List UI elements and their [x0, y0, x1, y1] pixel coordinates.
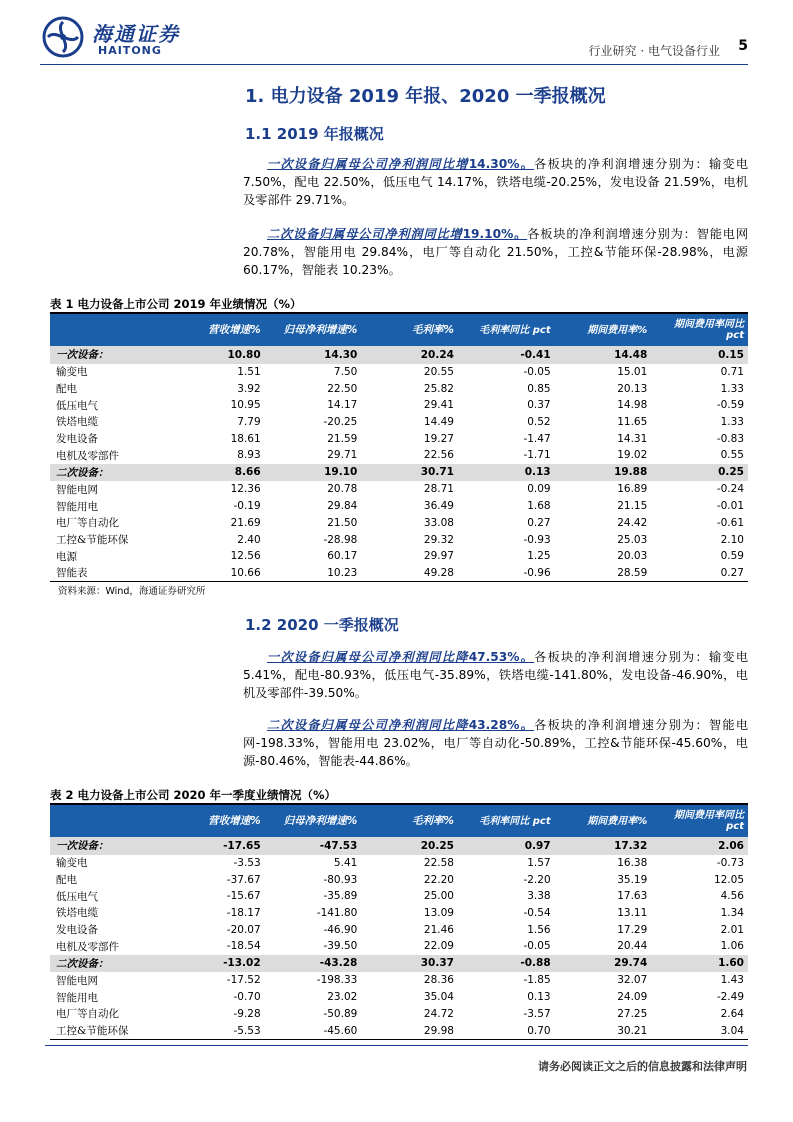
- table-cell: -0.05: [523, 940, 551, 953]
- column-header: 毛利率同比 pct: [458, 805, 555, 837]
- table-row: [50, 855, 748, 872]
- table-cell: 5.41: [333, 856, 358, 869]
- table-cell: 29.41: [423, 399, 454, 412]
- table-cell: -20.25: [323, 415, 358, 428]
- table-row: [50, 989, 748, 1006]
- table-cell: 35.19: [617, 873, 648, 886]
- table-cell: 1.51: [237, 365, 261, 378]
- table-cell: 23.02: [327, 991, 358, 1004]
- table-header-row: [50, 805, 748, 837]
- table-cell: 14.49: [423, 415, 454, 428]
- table-cell: 22.50: [327, 382, 358, 395]
- table-cell: 14.48: [555, 346, 652, 364]
- table-cell: 4.56: [720, 890, 744, 903]
- row-label: 智能表: [56, 567, 88, 580]
- table-cell: 8.66: [168, 464, 265, 482]
- table-cell: 20.13: [617, 382, 648, 395]
- table-cell: 2.06: [651, 837, 748, 855]
- table-header-row: [50, 314, 748, 346]
- table-row: [50, 430, 748, 447]
- table-row: [50, 397, 748, 414]
- table-cell: 33.08: [423, 516, 454, 529]
- table-cell: 18.61: [230, 432, 261, 445]
- table-cell: -0.54: [523, 906, 551, 919]
- footer-disclaimer: 请务必阅读正文之后的信息披露和法律声明: [538, 1060, 747, 1073]
- table-cell: 0.09: [527, 483, 551, 496]
- table-cell: 24.42: [617, 516, 648, 529]
- table-cell: 20.55: [423, 365, 454, 378]
- row-label: 电机及零部件: [56, 940, 119, 953]
- table-cell: -2.20: [523, 873, 551, 886]
- table-cell: 1.68: [527, 500, 551, 513]
- table-cell: 7.50: [333, 365, 358, 378]
- table-cell: 3.38: [527, 890, 551, 903]
- header-cell-blank: [50, 805, 168, 837]
- table-row: [50, 515, 748, 532]
- table-cell: 17.29: [617, 923, 648, 936]
- table-cell: -3.57: [523, 1007, 551, 1020]
- table-cell: 0.13: [458, 464, 555, 482]
- table-cell: 21.50: [327, 516, 358, 529]
- table-cell: -0.70: [233, 991, 261, 1004]
- row-label: 智能用电: [56, 991, 98, 1004]
- row-label: 一次设备：: [50, 837, 168, 855]
- table-row: [50, 531, 748, 548]
- footer-divider: [45, 1045, 748, 1046]
- table-row: [50, 1022, 748, 1039]
- table-cell: 21.15: [617, 500, 648, 513]
- table-cell: 8.93: [237, 449, 261, 462]
- row-label: 电厂等自动化: [56, 517, 119, 530]
- table-cell: 1.06: [720, 940, 744, 953]
- table-cell: 14.98: [617, 399, 648, 412]
- table-cell: 0.15: [651, 346, 748, 364]
- table-cell: 11.65: [617, 415, 648, 428]
- table-row: [50, 837, 748, 855]
- paragraph-body: 各板块的净利润增速分别为：智能电网 20.78%，智能用电 29.84%，电厂等自动化 21.50%，工控&节能环保-28.98%，电源 60.17%，智能表 10.23%。: [243, 227, 749, 277]
- subsection-1-1-title: 1.1 2019 年报概况: [245, 125, 384, 143]
- table-cell: -17.52: [226, 974, 261, 987]
- table-cell: 20.03: [617, 550, 648, 563]
- table-cell: -9.28: [233, 1007, 261, 1020]
- table-cell: 12.05: [713, 873, 744, 886]
- table-cell: 20.78: [327, 483, 358, 496]
- table-cell: 3.04: [720, 1024, 744, 1037]
- table-cell: -0.96: [523, 566, 551, 579]
- table-cell: 30.71: [361, 464, 458, 482]
- table-1-source: 资料来源：Wind，海通证券研究所: [58, 586, 206, 597]
- logo-en-text: HAITONG: [98, 44, 162, 57]
- table-cell: -0.19: [233, 500, 261, 513]
- table-cell: 1.60: [651, 955, 748, 973]
- table-cell: 25.03: [617, 533, 648, 546]
- haitong-logo-icon: [42, 16, 84, 58]
- table-cell: 60.17: [327, 550, 358, 563]
- lead-text: 一次设备归属母公司净利润同比增: [267, 157, 469, 171]
- table-cell: -18.54: [226, 940, 261, 953]
- table-cell: 0.70: [527, 1024, 551, 1037]
- table-cell: 1.33: [720, 415, 744, 428]
- row-label: 低压电气: [56, 399, 98, 412]
- table-cell: -0.88: [458, 955, 555, 973]
- paragraph-2020q1-primary: [243, 648, 748, 702]
- column-header: 归母净利增速%: [265, 805, 362, 837]
- table-cell: -37.67: [226, 873, 261, 886]
- table-cell: 22.09: [423, 940, 454, 953]
- table-cell: 20.24: [361, 346, 458, 364]
- table-row: [50, 921, 748, 938]
- row-label: 二次设备：: [50, 464, 168, 482]
- table-cell: -45.60: [323, 1024, 358, 1037]
- table-cell: 3.92: [237, 382, 261, 395]
- table-cell: 36.49: [423, 500, 454, 513]
- table-1: [50, 312, 748, 582]
- table-cell: 21.46: [423, 923, 454, 936]
- row-label: 输变电: [56, 366, 88, 379]
- table-cell: -3.53: [233, 856, 261, 869]
- table-cell: 13.11: [617, 906, 648, 919]
- table-row: [50, 364, 748, 381]
- row-label: 智能用电: [56, 500, 98, 513]
- table-row: [50, 938, 748, 955]
- table-cell: 29.71: [327, 449, 358, 462]
- table-cell: 29.74: [555, 955, 652, 973]
- table-cell: 24.72: [423, 1007, 454, 1020]
- table-cell: 30.37: [361, 955, 458, 973]
- table-cell: 49.28: [423, 566, 454, 579]
- table-cell: 12.36: [230, 483, 261, 496]
- column-header: 期间费用率同比 pct: [651, 314, 748, 346]
- header-cell-blank: [50, 314, 168, 346]
- table-cell: 29.98: [423, 1024, 454, 1037]
- table-cell: 1.56: [527, 923, 551, 936]
- table-cell: 16.89: [617, 483, 648, 496]
- table-cell: 12.56: [230, 550, 261, 563]
- table-cell: -141.80: [316, 906, 358, 919]
- lead-value: 14.30%。: [468, 157, 535, 171]
- row-label: 智能电网: [56, 483, 98, 496]
- row-label: 电机及零部件: [56, 449, 119, 462]
- table-cell: -18.17: [226, 906, 261, 919]
- table-row: [50, 464, 748, 482]
- table-2: [50, 803, 748, 1040]
- table-cell: 14.31: [617, 432, 648, 445]
- table-cell: 2.10: [720, 533, 744, 546]
- table-cell: 0.85: [527, 382, 551, 395]
- page-header: [40, 14, 748, 66]
- table-cell: 19.10: [265, 464, 362, 482]
- row-label: 铁塔电缆: [56, 416, 98, 429]
- table-cell: 20.25: [361, 837, 458, 855]
- row-label: 输变电: [56, 857, 88, 870]
- table-row: [50, 565, 748, 582]
- table-cell: 29.84: [327, 500, 358, 513]
- table-cell: -0.73: [716, 856, 744, 869]
- table-cell: 1.25: [527, 550, 551, 563]
- table-cell: 28.71: [423, 483, 454, 496]
- table-cell: 19.02: [617, 449, 648, 462]
- table-cell: 1.57: [527, 856, 551, 869]
- table-2-title: 表 2 电力设备上市公司 2020 年一季度业绩情况（%）: [50, 788, 337, 802]
- table-cell: -2.49: [716, 991, 744, 1004]
- logo-cn-text: 海通证券: [92, 22, 180, 46]
- column-header: 期间费用率%: [555, 805, 652, 837]
- table-row: [50, 905, 748, 922]
- table-row: [50, 888, 748, 905]
- table-cell: 2.01: [720, 923, 744, 936]
- table-cell: -80.93: [323, 873, 358, 886]
- lead-value: 47.53%。: [468, 650, 535, 664]
- row-label: 低压电气: [56, 890, 98, 903]
- section-heading: 1. 电力设备 2019 年报、2020 一季报概况: [245, 86, 606, 107]
- table-cell: 29.32: [423, 533, 454, 546]
- table-cell: -198.33: [316, 974, 358, 987]
- table-cell: -0.93: [523, 533, 551, 546]
- table-row: [50, 481, 748, 498]
- paragraph-2020q1-secondary: [243, 716, 748, 770]
- row-label: 电源: [56, 550, 77, 563]
- table-1-title: 表 1 电力设备上市公司 2019 年业绩情况（%）: [50, 297, 302, 311]
- table-cell: 0.37: [527, 399, 551, 412]
- table-cell: 0.55: [720, 449, 744, 462]
- table-cell: 0.13: [527, 991, 551, 1004]
- row-label: 二次设备：: [50, 955, 168, 973]
- table-row: [50, 871, 748, 888]
- table-cell: 19.27: [423, 432, 454, 445]
- table-cell: 32.07: [617, 974, 648, 987]
- table-cell: 0.52: [527, 415, 551, 428]
- table-cell: 0.27: [720, 566, 744, 579]
- table-cell: -17.65: [168, 837, 265, 855]
- table-cell: -0.61: [716, 516, 744, 529]
- table-row: [50, 955, 748, 973]
- table-cell: 22.20: [423, 873, 454, 886]
- header-section: 行业研究 · 电气设备行业: [588, 44, 720, 58]
- table-cell: 17.63: [617, 890, 648, 903]
- table-cell: -28.98: [323, 533, 358, 546]
- table-cell: 2.64: [720, 1007, 744, 1020]
- paragraph-2019-primary: [243, 155, 748, 209]
- table-cell: 30.21: [617, 1024, 648, 1037]
- table-row: [50, 1006, 748, 1023]
- row-label: 配电: [56, 874, 77, 887]
- table-cell: -20.07: [226, 923, 261, 936]
- table-cell: -0.05: [523, 365, 551, 378]
- table-cell: -1.85: [523, 974, 551, 987]
- table-cell: 14.17: [327, 399, 358, 412]
- table-cell: -39.50: [323, 940, 358, 953]
- table-cell: -13.02: [168, 955, 265, 973]
- table-cell: 1.33: [720, 382, 744, 395]
- table-cell: 27.25: [617, 1007, 648, 1020]
- row-label: 工控&节能环保: [56, 534, 129, 547]
- paragraph-body: 各板块的净利润增速分别为：智能电网-198.33%，智能用电 23.02%，电厂等自动化-50.89%，工控&节能环保-45.60%，电源-80.46%，智能表-44.86%。: [243, 718, 749, 768]
- table-cell: 13.09: [423, 906, 454, 919]
- table-cell: 17.32: [555, 837, 652, 855]
- row-label: 发电设备: [56, 433, 98, 446]
- table-cell: -0.24: [716, 483, 744, 496]
- lead-value: 19.10%。: [462, 227, 528, 241]
- table-row: [50, 346, 748, 364]
- table-cell: 25.82: [423, 382, 454, 395]
- row-label: 发电设备: [56, 924, 98, 937]
- table-cell: 19.88: [555, 464, 652, 482]
- table-cell: 21.59: [327, 432, 358, 445]
- table-cell: 7.79: [237, 415, 261, 428]
- lead-text: 二次设备归属母公司净利润同比增: [267, 227, 463, 241]
- table-cell: 15.01: [617, 365, 648, 378]
- row-label: 工控&节能环保: [56, 1025, 129, 1038]
- paragraph-2019-secondary: [243, 225, 748, 279]
- table-cell: -43.28: [265, 955, 362, 973]
- table-cell: 0.97: [458, 837, 555, 855]
- table-cell: 24.09: [617, 991, 648, 1004]
- table-cell: -0.01: [716, 500, 744, 513]
- table-cell: -1.71: [523, 449, 551, 462]
- table-cell: -0.83: [716, 432, 744, 445]
- table-cell: 14.30: [265, 346, 362, 364]
- table-cell: -50.89: [323, 1007, 358, 1020]
- lead-text: 一次设备归属母公司净利润同比降: [267, 650, 469, 664]
- table-cell: 0.25: [651, 464, 748, 482]
- table-cell: -0.41: [458, 346, 555, 364]
- table-cell: 28.36: [423, 974, 454, 987]
- row-label: 铁塔电缆: [56, 907, 98, 920]
- row-label: 配电: [56, 383, 77, 396]
- table-cell: -0.59: [716, 399, 744, 412]
- table-row: [50, 972, 748, 989]
- table-cell: 29.97: [423, 550, 454, 563]
- table-cell: -47.53: [265, 837, 362, 855]
- table-cell: 10.80: [168, 346, 265, 364]
- table-cell: 20.44: [617, 940, 648, 953]
- table-cell: -1.47: [523, 432, 551, 445]
- table-cell: 2.40: [237, 533, 261, 546]
- table-cell: 10.95: [230, 399, 261, 412]
- table-row: [50, 380, 748, 397]
- table-cell: 21.69: [230, 516, 261, 529]
- table-cell: -35.89: [323, 890, 358, 903]
- table-row: [50, 548, 748, 565]
- column-header: 营收增速%: [168, 805, 265, 837]
- table-cell: -46.90: [323, 923, 358, 936]
- lead-text: 二次设备归属母公司净利润同比降: [267, 718, 469, 732]
- table-cell: 10.66: [230, 566, 261, 579]
- table-cell: 22.58: [423, 856, 454, 869]
- table-cell: 35.04: [423, 991, 454, 1004]
- table-cell: 28.59: [617, 566, 648, 579]
- table-cell: 16.38: [617, 856, 648, 869]
- table-cell: 0.27: [527, 516, 551, 529]
- column-header: 毛利率%: [361, 314, 458, 346]
- table-cell: 25.00: [423, 890, 454, 903]
- column-header: 营收增速%: [168, 314, 265, 346]
- row-label: 智能电网: [56, 974, 98, 987]
- column-header: 期间费用率同比 pct: [651, 805, 748, 837]
- subsection-1-2-title: 1.2 2020 一季报概况: [245, 616, 399, 634]
- table-cell: -5.53: [233, 1024, 261, 1037]
- column-header: 归母净利增速%: [265, 314, 362, 346]
- paragraph-body: 各板块的净利润增速分别为：输变电 7.50%，配电 22.50%，低压电气 14.17%，铁塔电缆-20.25%，发电设备 21.59%，电机及零部件 29.71%。: [243, 157, 749, 207]
- table-cell: 1.43: [720, 974, 744, 987]
- table-cell: -15.67: [226, 890, 261, 903]
- table-cell: 1.34: [720, 906, 744, 919]
- paragraph-body: 各板块的净利润增速分别为：输变电 5.41%，配电-80.93%，低压电气-35.89%，铁塔电缆-141.80%，发电设备-46.90%，电机及零部件-39.50%。: [243, 650, 749, 700]
- row-label: 电厂等自动化: [56, 1008, 119, 1021]
- column-header: 毛利率同比 pct: [458, 314, 555, 346]
- table-row: [50, 498, 748, 515]
- column-header: 毛利率%: [361, 805, 458, 837]
- lead-value: 43.28%。: [468, 718, 535, 732]
- header-divider: [40, 64, 748, 65]
- table-cell: 10.23: [327, 566, 358, 579]
- table-row: [50, 447, 748, 464]
- table-cell: 0.71: [720, 365, 744, 378]
- page-number: 5: [738, 38, 748, 54]
- table-row: [50, 414, 748, 431]
- column-header: 期间费用率%: [555, 314, 652, 346]
- table-cell: 0.59: [720, 550, 744, 563]
- table-cell: 22.56: [423, 449, 454, 462]
- row-label: 一次设备：: [50, 346, 168, 364]
